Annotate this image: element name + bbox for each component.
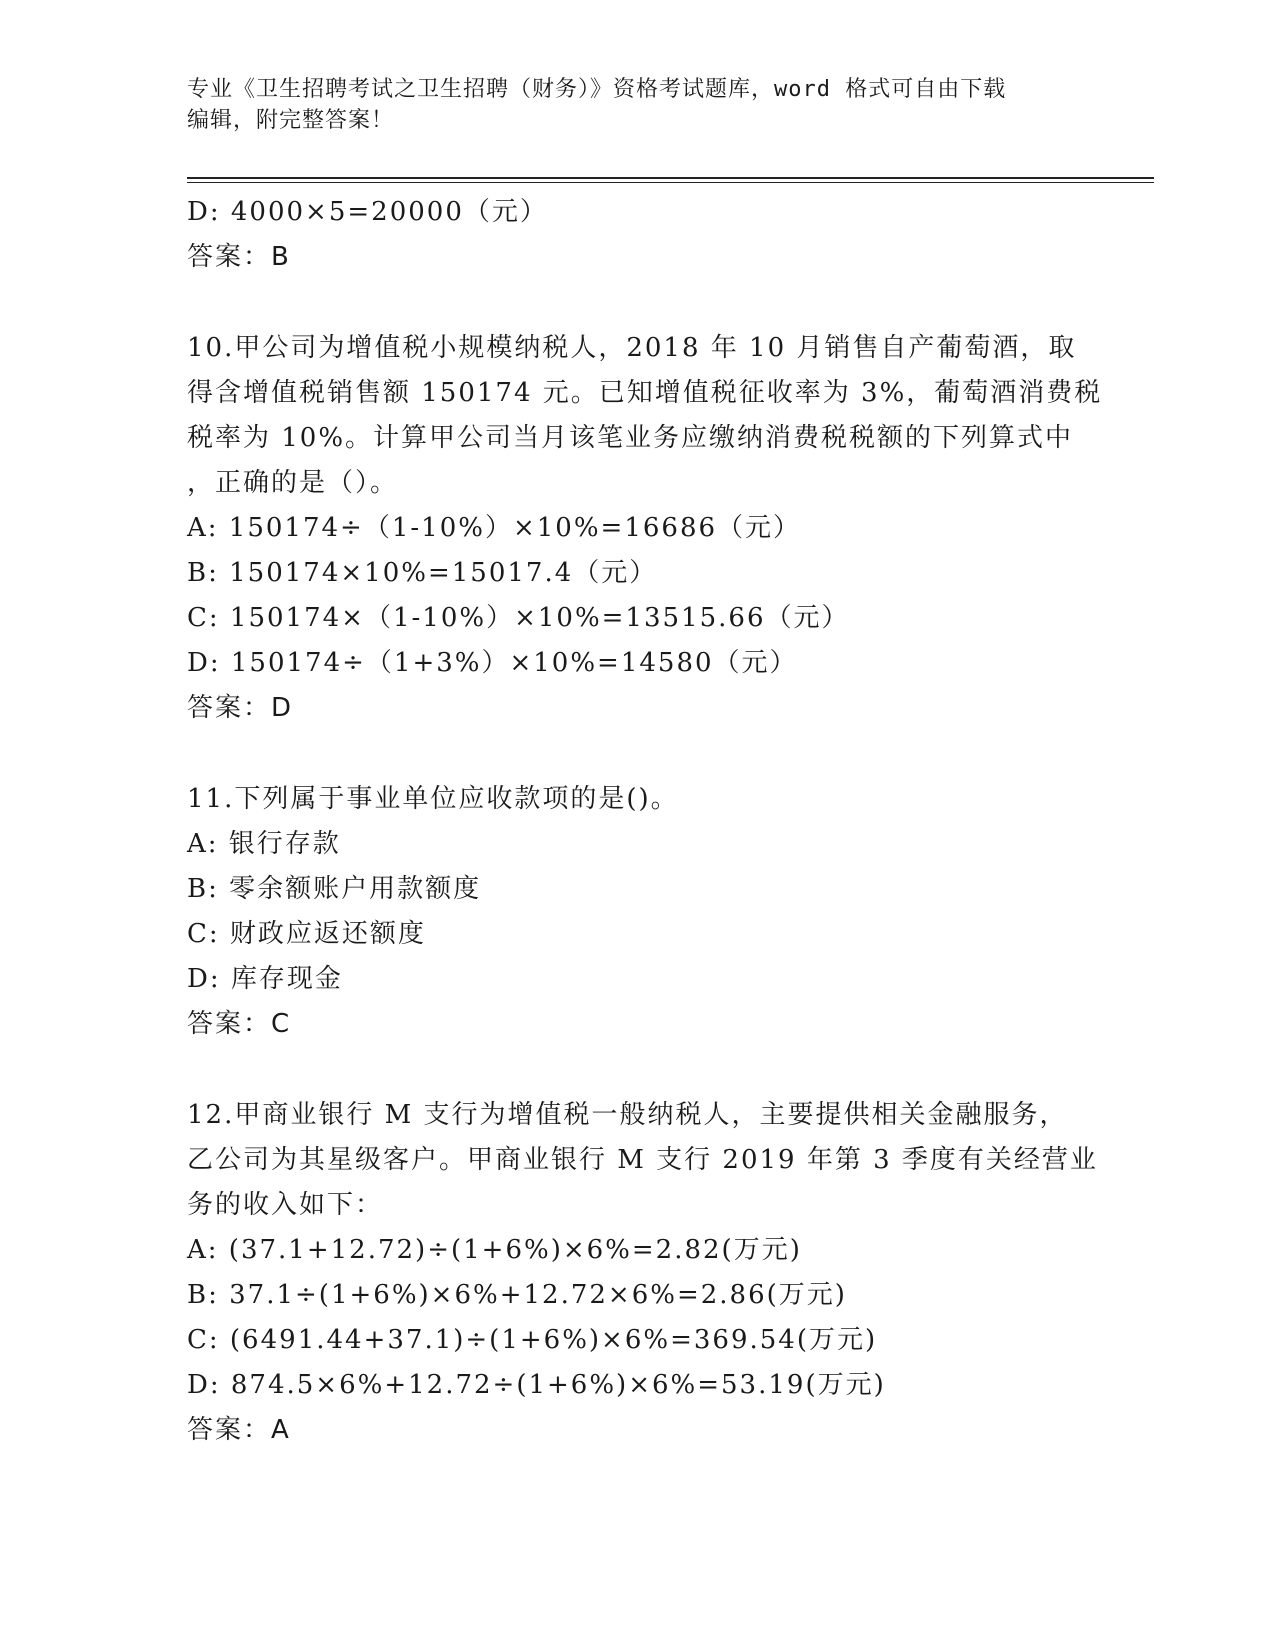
spacer xyxy=(187,1047,1087,1093)
spacer xyxy=(187,731,1087,777)
option-c: C: (6491.44+37.1)÷(1+6%)×6%=369.54(万元) xyxy=(187,1325,878,1355)
option-a: A: 银行存款 xyxy=(187,829,341,859)
question-stem-line: ，正确的是（）。 xyxy=(187,468,399,498)
option-a: A: (37.1+12.72)÷(1+6%)×6%=2.82(万元) xyxy=(187,1235,802,1265)
question-stem-line: 得含增值税销售额 150174 元。已知增值税征收率为 3%，葡萄酒消费税 xyxy=(187,378,1103,408)
option-c: C: 财政应返还额度 xyxy=(187,919,426,949)
question-stem xyxy=(187,326,1103,506)
question-stem-line: 11.下列属于事业单位应收款项的是()。 xyxy=(187,784,679,814)
option-d: D: 库存现金 xyxy=(187,964,343,994)
header-line-1: 专业《卫生招聘考试之卫生招聘（财务）》资格考试题库，word 格式可自由下载 xyxy=(187,77,1007,102)
question-stem-line: 10.甲公司为增值税小规模纳税人，2018 年 10 月销售自产葡萄酒，取 xyxy=(187,333,1077,363)
option-b: B: 37.1÷(1+6%)×6%+12.72×6%=2.86(万元) xyxy=(187,1280,847,1310)
option-d: D: 874.5×6%+12.72÷(1+6%)×6%=53.19(万元) xyxy=(187,1370,886,1400)
question-stem-line: 税率为 10%。计算甲公司当月该笔业务应缴纳消费税税额的下列算式中 xyxy=(187,423,1074,453)
option-d: D: 4000×5=20000（元） xyxy=(187,197,548,227)
answer-line: 答案：B xyxy=(187,242,291,272)
document-body xyxy=(187,190,1103,1453)
question-11 xyxy=(187,777,1087,1047)
answer-line: 答案：A xyxy=(187,1415,291,1445)
option-a: A: 150174÷（1-10%）×10%=16686（元） xyxy=(187,513,802,543)
header-divider-thin xyxy=(187,182,1154,183)
question-9-tail xyxy=(187,190,1087,280)
header-line-2: 编辑，附完整答案！ xyxy=(187,108,395,133)
question-12 xyxy=(187,1093,1098,1453)
answer-line: 答案：C xyxy=(187,1009,292,1039)
question-stem xyxy=(187,777,1087,822)
answer-line: 答案：D xyxy=(187,693,294,723)
question-stem xyxy=(187,1093,1098,1228)
page-header xyxy=(187,74,1067,136)
spacer xyxy=(187,280,1087,326)
option-c: C: 150174×（1-10%）×10%=13515.66（元） xyxy=(187,603,850,633)
question-stem-line: 务的收入如下： xyxy=(187,1190,384,1220)
question-stem-line: 乙公司为其星级客户。甲商业银行 M 支行 2019 年第 3 季度有关经营业 xyxy=(187,1145,1098,1175)
question-stem-line: 12.甲商业银行 M 支行为增值税一般纳税人，主要提供相关金融服务， xyxy=(187,1100,1068,1130)
option-b: B: 150174×10%=15017.4（元） xyxy=(187,558,658,588)
option-d: D: 150174÷（1+3%）×10%=14580（元） xyxy=(187,648,798,678)
option-b: B: 零余额账户用款额度 xyxy=(187,874,482,904)
header-divider-thick xyxy=(187,177,1154,179)
question-10 xyxy=(187,326,1103,731)
